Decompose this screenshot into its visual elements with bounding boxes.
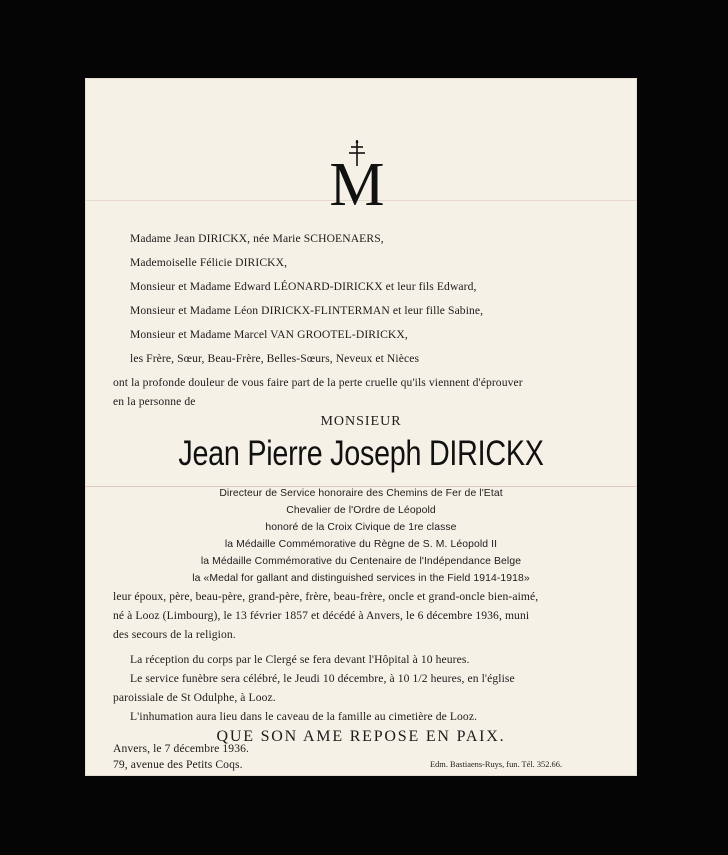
monogram [317, 140, 397, 219]
honor-line: honoré de la Croix Civique de 1re classe [265, 522, 457, 533]
printer-credit: Edm. Bastiaens-Ruys, fun. Tél. 352.66. [430, 760, 562, 769]
intro-line: en la personne de [113, 395, 196, 408]
honor-line: Chevalier de l'Ordre de Léopold [286, 505, 436, 516]
ceremony-line: La réception du corps par le Clergé se fera devant l'Hôpital à 10 heures. [130, 653, 470, 666]
closing-prayer: QUE SON AME REPOSE EN PAIX. [216, 728, 506, 745]
honor-line: Directeur de Service honoraire des Chemins de Fer de l'Etat [219, 488, 503, 499]
ceremony-line: Le service funèbre sera célébré, le Jeudi 10 décembre, à 10 1/2 heures, en l'église [130, 672, 515, 685]
deceased-name: Jean Pierre Joseph DIRICKX [178, 434, 544, 473]
monogram-letter: M [329, 151, 385, 219]
family-line: Monsieur et Madame Marcel VAN GROOTEL-DIRICKX, [130, 328, 408, 341]
intro-line: ont la profonde douleur de vous faire part de la perte cruelle qu'ils viennent d'éprouver [113, 376, 523, 389]
family-line: Mademoiselle Félicie DIRICKX, [130, 256, 288, 269]
family-line: Monsieur et Madame Léon DIRICKX-FLINTERMAN et leur fille Sabine, [130, 304, 484, 317]
mourning-card [85, 78, 637, 776]
honor-line: la Médaille Commémorative du Règne de S. M. Léopold II [224, 539, 498, 550]
family-line: Monsieur et Madame Edward LÉONARD-DIRICKX et leur fils Edward, [130, 280, 477, 293]
honor-line: la «Medal for gallant and distinguished services in the Field 1914-1918» [192, 573, 530, 584]
date-line: Anvers, le 7 décembre 1936. [113, 742, 249, 755]
bio-line: des secours de la religion. [113, 628, 236, 641]
deceased-title: MONSIEUR [320, 414, 402, 429]
honor-line: la Médaille Commémorative du Centenaire de l'Indépendance Belge [200, 556, 522, 567]
family-line: Madame Jean DIRICKX, née Marie SCHOENAERS, [130, 232, 384, 245]
bio-line: leur époux, père, beau-père, grand-père, frère, beau-frère, oncle et grand-oncle bien-aimé, [113, 590, 539, 603]
ceremony-line: paroissiale de St Odulphe, à Looz. [113, 691, 276, 704]
bio-line: né à Looz (Limbourg), le 13 février 1857 et décédé à Anvers, le 6 décembre 1936, muni [113, 609, 530, 622]
family-line: les Frère, Sœur, Beau-Frère, Belles-Sœurs, Neveux et Nièces [130, 352, 420, 365]
fold-line [85, 486, 637, 487]
address-line: 79, avenue des Petits Coqs. [113, 758, 243, 771]
ceremony-line: L'inhumation aura lieu dans le caveau de la famille au cimetière de Looz. [130, 710, 478, 723]
